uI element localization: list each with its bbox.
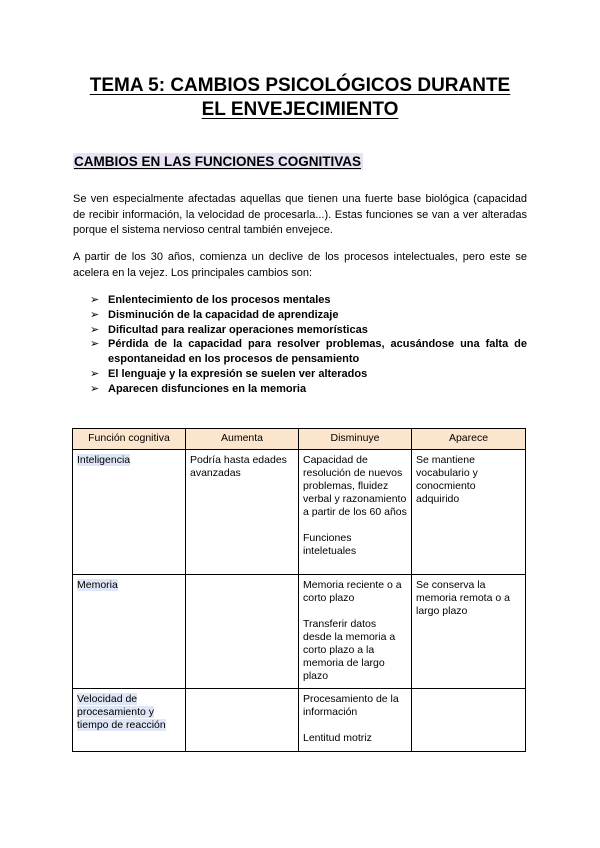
- list-item: [90, 323, 527, 338]
- cell-disminuye: [299, 575, 412, 689]
- cell-function: [73, 575, 186, 689]
- cognitive-functions-table: [72, 428, 526, 752]
- cell-function-text: Velocidad de procesamiento y tiempo de reacción: [77, 693, 166, 731]
- arrow-bullet-icon: ➢: [90, 338, 100, 351]
- title-line-2: EL ENVEJECIMIENTO: [201, 99, 399, 120]
- cell-aumenta: Podría hasta edades avanzadas: [186, 450, 299, 575]
- list-item-text: Dificultad para realizar operaciones memorísticas: [108, 323, 368, 336]
- arrow-bullet-icon: ➢: [90, 382, 100, 395]
- arrow-bullet-icon: ➢: [90, 323, 100, 336]
- cell-disminuye-text: Funciones inteletuales: [303, 532, 357, 557]
- cell-aumenta: [186, 575, 299, 689]
- list-item: [90, 367, 527, 382]
- list-item: [90, 293, 527, 308]
- table-row: [73, 689, 526, 752]
- cell-aumenta: [186, 689, 299, 752]
- paragraph-1: Se ven especialmente afectadas aquellas que tienen una fuerte base biológica (capacidad de recibir información, la velocidad de procesarla...). Estas funciones se van a ver alteradas porque el sistema nervioso central también envejece.: [73, 193, 527, 236]
- cell-function-text: Inteligencia: [77, 454, 131, 466]
- cell-disminuye-text: Capacidad de resolución de nuevos problemas, fluidez verbal y razonamiento a partir de los 60 años: [303, 454, 407, 518]
- cell-disminuye-text: Procesamiento de la información: [303, 693, 399, 718]
- arrow-bullet-icon: ➢: [90, 367, 100, 380]
- cell-disminuye-text: Transferir datos desde la memoria a corto plazo a la memoria de largo plazo: [303, 618, 396, 682]
- section-heading: CAMBIOS EN LAS FUNCIONES COGNITIVAS: [74, 154, 362, 169]
- table-header-row: [73, 429, 526, 450]
- cell-aparece: Se conserva la memoria remota o a largo plazo: [412, 575, 526, 689]
- arrow-bullet-icon: ➢: [90, 308, 100, 321]
- cell-disminuye-text: Lentitud motriz: [303, 732, 372, 744]
- list-item-text: Disminución de la capacidad de aprendizaje: [108, 308, 339, 321]
- cell-disminuye: [299, 450, 412, 575]
- list-item-text: Enlentecimiento de los procesos mentales: [108, 294, 331, 306]
- list-item-text: Pérdida de la capacidad para resolver problemas, acusándose una falta de espontaneidad en los procesos de pensamiento: [108, 338, 527, 366]
- table-row: [73, 450, 526, 575]
- list-item-text: Aparecen disfunciones en la memoria: [108, 382, 307, 395]
- cell-function: [73, 450, 186, 575]
- table-row: [73, 575, 526, 689]
- header-aumenta: Aumenta: [186, 429, 299, 450]
- header-aparece: Aparece: [412, 429, 526, 450]
- cell-disminuye-text: Memoria reciente o a corto plazo: [303, 579, 402, 604]
- cell-function: [73, 689, 186, 752]
- paragraph-2: A partir de los 30 años, comienza un declive de los procesos intelectuales, pero este se acelera en la vejez. Los principales cambios son:: [73, 251, 527, 279]
- header-disminuye: Disminuye: [299, 429, 412, 450]
- list-item: [90, 337, 527, 367]
- cell-aparece: [412, 689, 526, 752]
- page-title: [60, 74, 540, 122]
- changes-list: [90, 293, 527, 397]
- title-line-1: TEMA 5: CAMBIOS PSICOLÓGICOS DURANTE: [89, 75, 511, 96]
- cell-aparece: Se mantiene vocabulario y conocmiento adquirido: [412, 450, 526, 575]
- cell-disminuye: [299, 689, 412, 752]
- cell-function-text: Memoria: [77, 579, 118, 591]
- list-item: [90, 382, 527, 397]
- header-funcion-cognitiva: Función cognitiva: [73, 429, 186, 450]
- list-item: [90, 308, 527, 323]
- arrow-bullet-icon: ➢: [90, 294, 100, 306]
- list-item-text: El lenguaje y la expresión se suelen ver alterados: [108, 367, 368, 380]
